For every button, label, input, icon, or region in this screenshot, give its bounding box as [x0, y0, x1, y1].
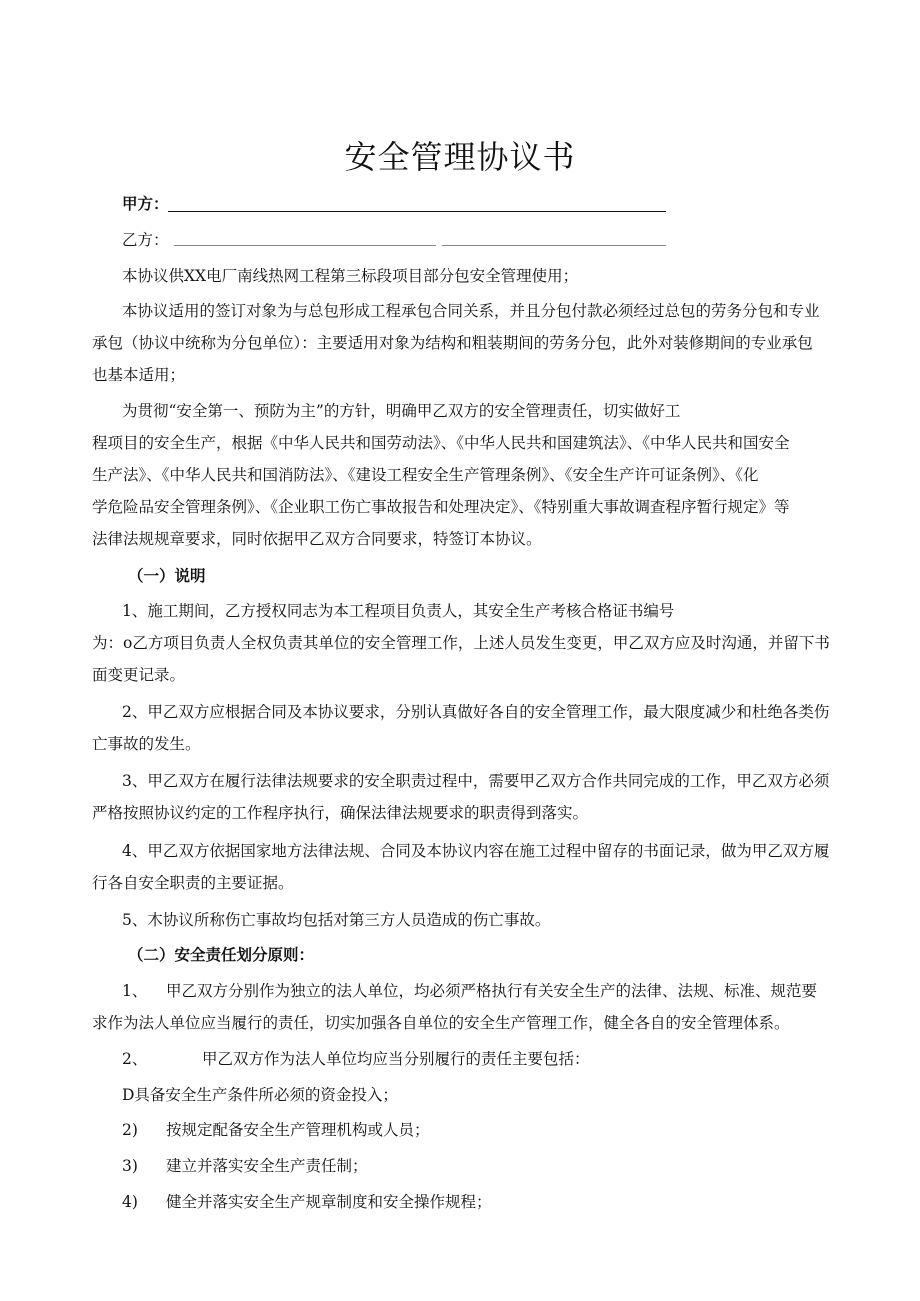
- list-item-3: 建立并落实安全生产责任制；: [166, 1157, 368, 1175]
- scope-line-1: 本协议适用的签订对象为与总包形成工程承包合同关系，并且分包付款必须经过总包的劳务分包和专业: [122, 302, 820, 320]
- party-b-blank-2: [442, 224, 666, 246]
- document-title: 安全管理协议书: [344, 138, 576, 176]
- clause-4-line-2: 行各自安全职责的主要证据。: [92, 874, 294, 892]
- intro-line-1: 本协议供XX电厂南线热网工程第三标段项目部分包安全管理使用；: [122, 267, 579, 285]
- clause-2-line-1: 2、甲乙双方应根据合同及本协议要求，分别认真做好各自的安全管理工作，最大限度减少和杜绝各类伤: [122, 703, 830, 721]
- clause-5-line: 5、木协议所称伤亡事故均包括对第三方人员造成的伤亡事故。: [122, 911, 551, 929]
- clause-1-line-3: 面变更记录。: [92, 666, 186, 684]
- list-item-3-number: 3): [122, 1157, 138, 1175]
- clause-4-line-1: 4、甲乙双方依据国家地方法律法规、合同及本协议内容在施工过程中留存的书面记录，做为甲乙双方履: [122, 842, 830, 860]
- party-a-blank: [168, 189, 666, 212]
- principle-1-line-1: 甲乙双方分别作为独立的法人单位，均必须严格执行有关安全生产的法律、法规、标准、规范要: [166, 982, 818, 1000]
- principle-1-line-2: 求作为法人单位应当履行的责任，切实加强各自单位的安全生产管理工作，健全各自的安全管理体系。: [92, 1014, 790, 1032]
- list-item-2-number: 2): [122, 1121, 138, 1139]
- principle-1-number: 1、: [122, 982, 148, 1000]
- list-item-2: 按规定配备安全生产管理机构或人员；: [166, 1121, 430, 1139]
- list-item-4-number: 4): [122, 1193, 138, 1211]
- section-heading-2: （二）安全责任划分原则：: [128, 946, 315, 964]
- list-item-1: D具备安全生产条件所必须的资金投入；: [122, 1086, 398, 1104]
- party-b-label: 乙方：: [122, 231, 169, 249]
- principle-2-number: 2、: [122, 1050, 148, 1068]
- principle-2-line: 甲乙双方作为法人单位均应当分别履行的责任主要包括：: [202, 1050, 590, 1068]
- purpose-line-4: 学危险品安全管理条例》、《企业职工伤亡事故报告和处理决定》、《特别重大事故调查程序暂行规定》等: [92, 498, 790, 516]
- clause-3-line-1: 3、甲乙双方在履行法律法规要求的安全职责过程中，需要甲乙双方合作共同完成的工作，甲乙双方必须: [122, 772, 830, 790]
- clause-1-line-1: 1、施工期间，乙方授权同志为本工程项目负责人，其安全生产考核合格证书编号: [122, 602, 675, 620]
- party-a-label: 甲方：: [122, 195, 169, 213]
- purpose-line-5: 法律法规规章要求，同时依据甲乙双方合同要求，特签订本协议。: [92, 530, 542, 548]
- party-b-blank-1: [174, 224, 436, 246]
- scope-line-2: 承包（协议中统称为分包单位）：主要适用对象为结构和粗装期间的劳务分包，此外对装修期间的专业承包: [92, 334, 813, 352]
- purpose-line-3: 生产法》、《中华人民共和国消防法》、《建设工程安全生产管理条例》、《安全生产许可证条例》、《化: [92, 466, 759, 484]
- purpose-line-1: 为贯彻“安全第一、预防为主”的方针，明确甲乙双方的安全管理责任，切实做好工: [122, 402, 681, 420]
- list-item-4: 健全并落实安全生产规章制度和安全操作规程；: [166, 1193, 492, 1211]
- purpose-line-2: 程项目的安全生产，根据《中华人民共和国劳动法》、《中华人民共和国建筑法》、《中华人民共和国安全: [92, 434, 790, 452]
- clause-3-line-2: 严格按照协议约定的工作程序执行，确保法律法规要求的职责得到落实。: [92, 804, 589, 822]
- section-heading-1: （一）说明: [128, 567, 206, 585]
- clause-1-line-2: 为：o乙方项目负责人全权负责其单位的安全管理工作，上述人员发生变更，甲乙双方应及时沟通，并留下书: [92, 634, 830, 652]
- scope-line-3: 也基本适用；: [92, 366, 186, 384]
- clause-2-line-2: 亡事故的发生。: [92, 735, 201, 753]
